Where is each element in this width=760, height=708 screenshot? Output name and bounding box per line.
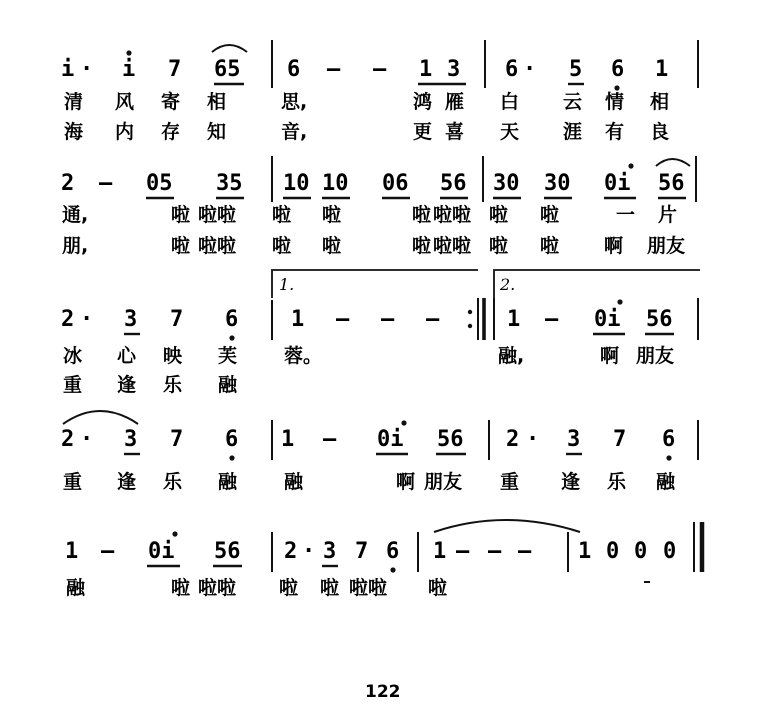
page-number: 122 [365, 682, 401, 702]
lyric: 风 [115, 91, 135, 113]
note: 0i [594, 307, 621, 332]
lyric: 啦啦 [198, 204, 237, 226]
note: 2 [61, 427, 75, 452]
octave-dot [628, 163, 633, 168]
lyric: 啦 [322, 204, 342, 226]
dot: · [80, 427, 94, 452]
note: 10 [322, 171, 349, 196]
lyric: 啦 [171, 204, 191, 226]
lyric: 逢 [117, 471, 137, 493]
lyric: 知 [207, 121, 227, 143]
dash: — [99, 171, 113, 196]
note: 3 [124, 427, 138, 452]
lyric: 存 [161, 121, 181, 143]
lyric: 相 [650, 91, 670, 113]
note: 2 [61, 171, 75, 196]
dash: — [101, 539, 115, 564]
note: 3 [124, 307, 138, 332]
lyric: 乐 [163, 471, 183, 493]
lyrics-verse-2 [64, 120, 669, 143]
note: 7 [170, 307, 184, 332]
octave-dot [666, 455, 671, 460]
lyric: 融 [218, 374, 238, 396]
note: 3 [567, 427, 581, 452]
lyric: 逢 [561, 471, 581, 493]
notation-line [61, 40, 698, 91]
dash: — [327, 57, 341, 82]
note: 1 [65, 539, 79, 564]
note: 7 [168, 57, 182, 82]
lyric: 思, [281, 91, 308, 113]
lyric: 心 [117, 345, 137, 367]
note: 0i [604, 171, 631, 196]
notation-line [61, 298, 698, 341]
dash: — [323, 427, 337, 452]
dot: · [526, 427, 540, 452]
note: 56 [440, 171, 467, 196]
lyric: 通, [62, 204, 89, 226]
note: 1 [655, 57, 669, 82]
lyric: 天 [500, 121, 520, 143]
note: 0 [634, 539, 648, 564]
lyric: 情 [605, 91, 625, 113]
note: 1 [507, 307, 521, 332]
lyric: 啦 [412, 204, 432, 226]
lyric: 啊 [604, 235, 624, 257]
lyrics-verse [63, 470, 676, 493]
lyric: 重 [63, 374, 83, 396]
system-5 [65, 520, 702, 599]
lyric: 逢 [117, 374, 137, 396]
dash: — [488, 539, 502, 564]
note: 10 [283, 171, 310, 196]
lyric: 云 [563, 91, 583, 113]
lyric: 雁 [445, 91, 465, 113]
lyric: 啦啦 [198, 235, 237, 257]
octave-dot [229, 335, 234, 340]
lyrics-verse-1 [62, 203, 677, 226]
lyric: 啦 [272, 235, 292, 257]
lyrics-verse-2 [63, 373, 238, 396]
lyric: 啦 [428, 577, 448, 599]
dash: — [545, 307, 559, 332]
lyric: 融 [656, 471, 676, 493]
note: 7 [613, 427, 627, 452]
slur [212, 45, 247, 52]
lyric: 融 [284, 471, 304, 493]
lyric: 蓉。 [284, 345, 323, 367]
lyric: 更 [413, 121, 433, 143]
lyric: 芙 [218, 345, 238, 367]
note: 06 [382, 171, 409, 196]
lyric: 映 [163, 345, 183, 367]
first-ending-label: 1. [279, 275, 295, 294]
lyric: 啦 [322, 235, 342, 257]
lyric: 乐 [607, 471, 627, 493]
system-4 [61, 411, 698, 493]
lyric: 朋友 [424, 471, 463, 493]
lyric: 啦 [279, 577, 299, 599]
lyric: 融, [498, 345, 525, 367]
note: 2 [506, 427, 520, 452]
lyric: 啊 [396, 471, 416, 493]
lyric: 音, [281, 121, 308, 143]
tie [434, 520, 580, 532]
note: 65 [214, 57, 241, 82]
lyric: 乐 [163, 374, 183, 396]
lyric: 朋友 [636, 345, 675, 367]
note: i [122, 57, 136, 82]
note: 6 [611, 57, 625, 82]
note: 1 [419, 57, 433, 82]
lyric: 鸿 [413, 91, 433, 113]
dot: · [302, 539, 316, 564]
note: 6 [662, 427, 676, 452]
note: 0i [377, 427, 404, 452]
repeat-sign [468, 298, 484, 340]
slur [63, 411, 138, 424]
lyric: 内 [115, 121, 135, 143]
note: 6 [225, 427, 239, 452]
note: 6 [225, 307, 239, 332]
volta-brackets [272, 270, 700, 298]
lyric: 寄 [161, 91, 181, 113]
note: 56 [646, 307, 673, 332]
lyric: 朋, [62, 235, 89, 257]
dash: — [456, 539, 470, 564]
dash: — [373, 57, 387, 82]
lyric: 一 [616, 204, 636, 226]
lyric: 清 [64, 91, 84, 113]
lyric: 啦 [171, 577, 191, 599]
lyric: 啦 [412, 235, 432, 257]
lyric: 啦 [272, 204, 292, 226]
note: 7 [170, 427, 184, 452]
lyric: 喜 [445, 121, 465, 143]
note: 2 [284, 539, 298, 564]
lyric: 啦 [540, 204, 560, 226]
octave-dot [390, 567, 395, 572]
lyrics-verse-1 [64, 90, 669, 113]
note: 56 [658, 171, 685, 196]
note: i [61, 57, 75, 82]
lyric: 融 [66, 577, 86, 599]
note: 6 [287, 57, 301, 82]
dot: · [80, 307, 94, 332]
lyric: 融 [218, 471, 238, 493]
notation-line [65, 520, 702, 573]
lyric: 啦 [171, 235, 191, 257]
system-1 [61, 40, 698, 143]
dash: — [518, 539, 532, 564]
note: 1 [291, 307, 305, 332]
lyric: 有 [605, 121, 625, 143]
second-ending-label: 2. [500, 275, 516, 294]
note: 1 [578, 539, 592, 564]
note: 30 [544, 171, 571, 196]
octave-dot [614, 85, 619, 90]
note: 05 [146, 171, 173, 196]
slur [656, 159, 690, 166]
lyric: 冰 [63, 345, 83, 367]
system-3 [61, 270, 700, 396]
dash: — [336, 307, 350, 332]
note: 0i [148, 539, 175, 564]
second-ending-bracket [494, 270, 700, 298]
lyric: 啦啦 [433, 204, 472, 226]
notation-line [61, 411, 698, 461]
lyric: 涯 [563, 121, 583, 143]
note: 2 [61, 307, 75, 332]
dot: · [523, 57, 537, 82]
notation-line [61, 156, 696, 202]
note: 6 [386, 539, 400, 564]
octave-dot [401, 420, 406, 425]
lyric: 白 [500, 91, 520, 113]
note: 6 [505, 57, 519, 82]
lyric: 啊 [600, 345, 620, 367]
note: 1 [433, 539, 447, 564]
lyric: 啦 [489, 235, 509, 257]
lyrics-verse [66, 576, 448, 599]
note: 7 [355, 539, 369, 564]
lyric: 啦啦 [349, 577, 388, 599]
octave-dot [126, 50, 131, 55]
note: 3 [447, 57, 461, 82]
lyric: 啦 [540, 235, 560, 257]
octave-dot [617, 299, 622, 304]
octave-dot [172, 531, 177, 536]
lyric: 良 [650, 121, 670, 143]
note: 3 [323, 539, 337, 564]
lyric: 朋友 [647, 235, 686, 257]
note: 1 [281, 427, 295, 452]
lyric: 啦啦 [198, 577, 237, 599]
lyric: 重 [63, 471, 83, 493]
note: 56 [437, 427, 464, 452]
lyric: 片 [658, 204, 678, 226]
lyric: 重 [500, 471, 520, 493]
first-ending-bracket [272, 270, 478, 298]
note: 56 [214, 539, 241, 564]
note: 35 [216, 171, 243, 196]
note: 0 [663, 539, 677, 564]
lyric: 啦 [320, 577, 340, 599]
lyric: 啦啦 [433, 235, 472, 257]
octave-dot [229, 455, 234, 460]
note: 5 [569, 57, 583, 82]
dot: · [80, 57, 94, 82]
dash: — [426, 307, 440, 332]
lyric: 海 [64, 121, 84, 143]
lyrics-verse-1 [63, 344, 674, 367]
final-bar-line [694, 522, 702, 572]
lyric: 相 [207, 91, 227, 113]
note: 30 [493, 171, 520, 196]
dash: — [381, 307, 395, 332]
lyric: 啦 [489, 204, 509, 226]
note: 0 [606, 539, 620, 564]
system-2 [61, 156, 696, 257]
lyrics-verse-2 [62, 234, 685, 257]
